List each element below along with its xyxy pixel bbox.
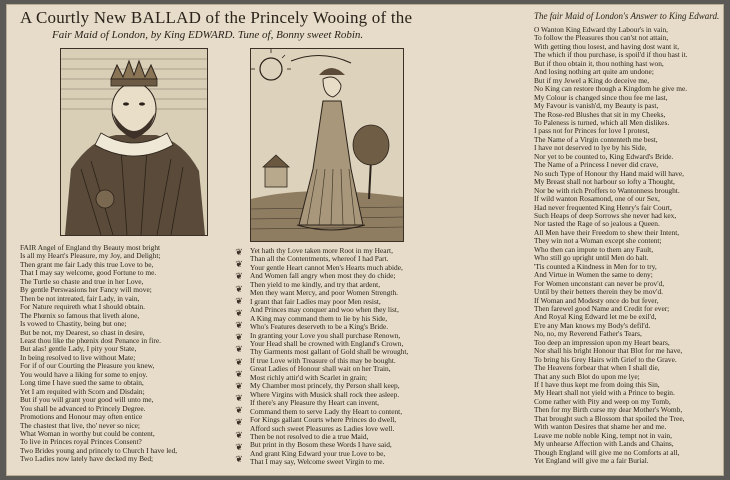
ornament-glyph: ❦ bbox=[235, 393, 243, 404]
ornament-glyph: ❦ bbox=[235, 247, 243, 257]
ballad-line: A King may command them to lie by his Side, bbox=[250, 314, 388, 323]
ballad-line: Two Brides young and princely to Church I have led, bbox=[20, 446, 178, 455]
ballad-line: Then be not resolved to die a true Maid, bbox=[250, 432, 369, 441]
answer-line: Then for my Birth curse my dear Mother's Womb, bbox=[534, 406, 683, 415]
answer-line: My unhearse Affection with Lands and Chains, bbox=[534, 440, 674, 449]
ornament-glyph: ❦ bbox=[235, 344, 243, 355]
ornament-glyph: ❦ bbox=[235, 417, 243, 428]
answer-line: No King can restore though a Kingdom he give me. bbox=[534, 85, 688, 94]
answer-line: To follow the Pleasures thou can'st not attain, bbox=[534, 34, 669, 43]
ballad-line: Most richly attir'd with Scarlet in grain; bbox=[250, 373, 368, 382]
answer-line: If Woman and Modesty once do but fever, bbox=[534, 296, 659, 305]
ballad-line: FAIR Angel of England thy Beauty most bright bbox=[20, 244, 161, 252]
answer-line: My Colour is changed since thou fee me last, bbox=[534, 93, 668, 102]
ballad-line: Is all my Heart's Pleasure, my Joy, and Delight; bbox=[20, 252, 161, 261]
answer-line: The Name of a Princess I never did crave, bbox=[534, 161, 659, 170]
answer-line: I have not deserved to lye by his Side, bbox=[534, 144, 647, 153]
ornament-glyph: ❦ bbox=[235, 453, 243, 464]
ballad-line: Who's Features deserveth to be a King's Bride. bbox=[250, 323, 389, 332]
ballad-line: Where Virgins with Musick shall rock thee asleep. bbox=[250, 390, 400, 399]
ballad-line: Thy Garments most gallant of Gold shall be wrought, bbox=[250, 348, 409, 357]
ballad-line: Then grant me fair Lady this true Love to be, bbox=[20, 260, 154, 269]
ballad-line: And Women fall angry when most they do chide; bbox=[250, 272, 396, 281]
answer-line: For Women unconstant can never be prov'd, bbox=[534, 279, 665, 288]
ballad-line: To live in Princes royal Princes Consent? bbox=[20, 438, 142, 447]
ballad-line: That I may say welcome, good Fortune to me. bbox=[20, 269, 157, 278]
ballad-line: Yet hath thy Love taken more Root in my Heart, bbox=[250, 247, 393, 255]
woodcut-king-edward bbox=[60, 48, 208, 236]
answer-line: That any such Blot do upon me lye; bbox=[534, 372, 640, 381]
ballad-title: A Courtly New BALLAD of the Princely Wooing of the bbox=[20, 8, 413, 27]
ballad-line: If true Love with Treasure of this may be bought. bbox=[250, 356, 396, 365]
ballad-line: The Phœnix so famous that liveth alone, bbox=[20, 311, 140, 320]
ballad-line: What Woman in worthy but could be content, bbox=[20, 429, 155, 438]
answer-line: All Men have their Freedom to shew their Intent, bbox=[534, 228, 680, 237]
ballad-line: Is vowed to Chastity, being but one; bbox=[20, 320, 127, 329]
answer-line: I pass not for Princes for love I protest, bbox=[534, 127, 650, 136]
answer-line: No, no, my Reverend Father's Tears, bbox=[534, 330, 642, 339]
ballad-line: For Kings gallant Courts where Princes do dwell, bbox=[250, 416, 397, 425]
ballad-line: Least thou like the phœnix dost Penance in fire. bbox=[20, 336, 162, 345]
ballad-line: Then be not intreated, fair Lady, in vain, bbox=[20, 294, 140, 303]
answer-line: Nor yet to be counted to, King Edward's Bride. bbox=[534, 152, 674, 161]
answer-line: They win not a Woman except she content; bbox=[534, 237, 662, 246]
ballad-line: By gentle Perswasions her Fancy will move; bbox=[20, 286, 152, 295]
ornament-glyph: ❦ bbox=[235, 295, 243, 306]
ballad-line: You shall be advanced to Princely Degree. bbox=[20, 404, 146, 413]
ornament-glyph: ❦ bbox=[235, 441, 243, 452]
ballad-line: For Nature requireth what I should obtain. bbox=[20, 303, 145, 312]
answer-line: Yet England will give me a fair Burial. bbox=[534, 457, 649, 466]
king-portrait-illustration bbox=[61, 49, 207, 235]
ornament-glyph: ❦ bbox=[235, 429, 243, 440]
ballad-line: But be not, my Dearest, so chast in desire, bbox=[20, 328, 145, 337]
answer-line: Nor tasted the Rage of so jealous a Queen. bbox=[534, 220, 660, 229]
answer-line: 'Tis counted a Kindness in Men for to try, bbox=[534, 262, 657, 271]
answer-line: Too deep an impression upon my Heart bears, bbox=[534, 338, 670, 347]
ballad-line: Great Ladies of Honour shall wait on her Train, bbox=[250, 365, 391, 374]
answer-line: E're any Man knows my Body's defil'd. bbox=[534, 321, 651, 330]
answer-line: Then farewel good Name and Credit for ever; bbox=[534, 304, 670, 313]
maid-figure-illustration bbox=[251, 49, 403, 241]
answer-line: With getting thou losest, and having dost want it, bbox=[534, 42, 680, 51]
ballad-line: Yet I am requited with Scorn and Disdain; bbox=[20, 387, 145, 396]
woodcut-fair-maid bbox=[250, 48, 404, 242]
ballad-line: You would have a liking for some to enjoy. bbox=[20, 370, 148, 379]
ornament-divider bbox=[233, 247, 245, 465]
answer-line: Who still go upright until Men do halt. bbox=[534, 254, 649, 263]
ornament-glyph: ❦ bbox=[235, 259, 243, 270]
ballad-line: The Turtle so chaste and true in her Love, bbox=[20, 277, 144, 286]
ballad-line: That I may say, Welcome sweet Virgin to me. bbox=[250, 458, 385, 467]
ballad-line: Promotions and Honour may often entice bbox=[20, 413, 143, 422]
ornament-glyph: ❦ bbox=[235, 405, 243, 416]
ballad-line: And grant King Edward your true Love to be, bbox=[250, 449, 386, 458]
answer-line: Until by their betters therein they be mov'd. bbox=[534, 288, 663, 297]
answer-line: The Heavens forbear that when I shall die, bbox=[534, 364, 660, 373]
answer-line: If wild wanton Rosamond, one of our Sex, bbox=[534, 195, 660, 204]
ballad-line: Than all the Contentments, whereof I had Part. bbox=[250, 255, 389, 264]
ballad-line: The chastest that live, tho' never so nice; bbox=[20, 421, 140, 430]
answer-line: And Virtue in Women the same to deny; bbox=[534, 271, 653, 280]
ornament-glyph: ❦ bbox=[235, 271, 243, 282]
ballad-line: Command them to serve Lady thy Heart to content, bbox=[250, 407, 403, 416]
ornament-glyph: ❦ bbox=[235, 368, 243, 379]
answer-line: My Heart shall not yield with a Prince to begin. bbox=[534, 389, 675, 398]
answer-heading: The fair Maid of London's Answer to King Edward. bbox=[534, 11, 720, 21]
ballad-line: Two Ladies now lately have decked my Bed; bbox=[20, 455, 154, 464]
answer-line: But if my Jewel a King do deceive me, bbox=[534, 76, 650, 85]
broadside-sheet bbox=[6, 4, 724, 476]
answer-line: Nor shall his bright Honour that Blot for me have, bbox=[534, 347, 683, 356]
ballad-line: Your gentle Heart cannot Men's Hearts much abide, bbox=[250, 263, 403, 272]
ballad-line: If there's any Pleasure thy Heart can invent, bbox=[250, 399, 379, 408]
ballad-line: Men they want Mercy, and poor Women Strength. bbox=[250, 289, 399, 298]
answer-line: Such Heaps of deep Sorrows she never had kex, bbox=[534, 211, 677, 220]
answer-line: Who then can impute to them any Fault, bbox=[534, 245, 654, 254]
answer-line: The Rose-red Blushes that sit in my Cheeks, bbox=[534, 110, 666, 119]
answer-column bbox=[534, 26, 718, 466]
answer-line: No such Type of Honour thy Hand maid will have, bbox=[534, 169, 685, 178]
answer-line: To bring his Grey Hairs with Grief to the Grave. bbox=[534, 355, 677, 364]
answer-line: Come rather with Pity and weep on my Tomb, bbox=[534, 397, 671, 406]
answer-line: The Name of a Virgin contenteth me best, bbox=[534, 135, 658, 144]
ballad-line: Afford such sweet Pleasures as Ladies love well. bbox=[250, 424, 395, 433]
answer-line: My Favour is vanish'd, my Beauty is past, bbox=[534, 102, 659, 111]
answer-line: To Paleness is turned, which all Men dislikes. bbox=[534, 118, 670, 127]
ballad-column-middle bbox=[250, 247, 528, 467]
answer-line: But if thou obtain it, thou nothing hast won, bbox=[534, 59, 664, 68]
answer-line: That brought such a Blossom that spoiled the Tree, bbox=[534, 414, 685, 423]
ballad-line: But alas! gentle Lady, I pity your State, bbox=[20, 345, 137, 354]
ballad-line: But if you will grant your good will unto me, bbox=[20, 396, 154, 405]
answer-line: Had never frequented King Henry's fair Court, bbox=[534, 203, 672, 212]
ballad-line: My Chamber most princely, thy Person shall keep, bbox=[250, 382, 400, 391]
ballad-column-left bbox=[20, 244, 228, 464]
answer-line: The which if thou purchase, is spoil'd if thou hast it. bbox=[534, 51, 688, 60]
ballad-line: For if of our Courting the Pleasure you knew, bbox=[20, 362, 155, 371]
answer-line: Though England will give me no Comforts at all, bbox=[534, 448, 680, 457]
answer-line: My Breast shall not harbour so lofty a Thought, bbox=[534, 178, 675, 187]
ballad-line: In being resolved to live without Mate; bbox=[20, 353, 136, 362]
ornament-glyph: ❦ bbox=[235, 320, 243, 331]
ballad-line: And Princes may conquer and woo when they list, bbox=[250, 306, 399, 315]
ballad-line: But print in thy Bosom these Words I have said, bbox=[250, 441, 392, 450]
ornament-glyph: ❦ bbox=[235, 356, 243, 367]
ballad-line: Your Head shall be crowned with England's Crown, bbox=[250, 339, 404, 348]
answer-line: Nor be with rich Proffers to Wantonness brought. bbox=[534, 186, 680, 195]
ornament-glyph: ❦ bbox=[235, 380, 243, 391]
ballad-line: In granting your Love you shall purchase Renown, bbox=[250, 331, 401, 340]
answer-line: O Wanton King Edward thy Labour's in vain, bbox=[534, 26, 669, 34]
ornament-glyph: ❦ bbox=[235, 283, 243, 294]
answer-line: Leave me noble noble King, tempt not in vain, bbox=[534, 431, 672, 440]
ornament-glyph: ❦ bbox=[235, 307, 243, 318]
ballad-line: Then yield to me kindly, and try that ardent, bbox=[250, 280, 381, 289]
answer-line: And Royal King Edward let me be exil'd, bbox=[534, 313, 657, 322]
answer-line: With wanton Desires that shame her and me. bbox=[534, 423, 667, 432]
ornament-glyph: ❦ bbox=[235, 332, 243, 343]
answer-line: If I have thus kept me from doing this Sin, bbox=[534, 381, 660, 390]
answer-line: And losing nothing art quite am undone; bbox=[534, 68, 654, 77]
ballad-line: Long time I have sued the same to obtain, bbox=[20, 379, 144, 388]
ballad-line: I grant that fair Ladies may poor Men resist, bbox=[250, 297, 381, 306]
ballad-subtitle: Fair Maid of London, by King EDWARD. Tune of, Bonny sweet Robin. bbox=[52, 29, 364, 41]
